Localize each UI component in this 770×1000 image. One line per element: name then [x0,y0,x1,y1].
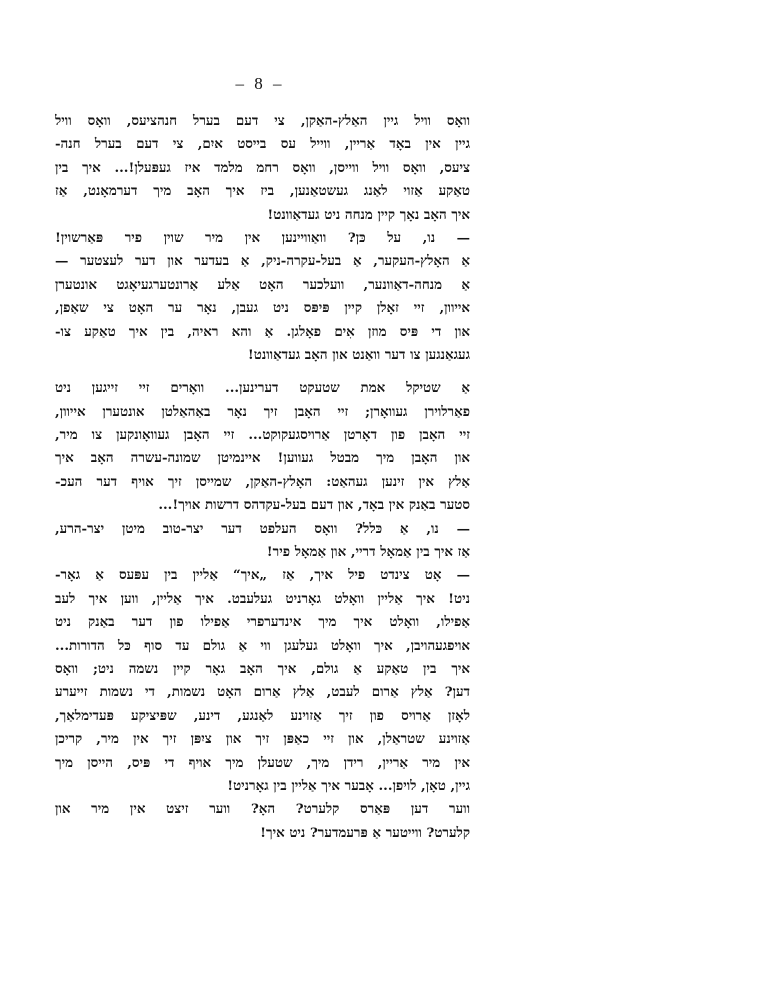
text-line: אַפילו, וואָלט איך מיך אינדערפרי אַפילו פון דער באַנק ניט [55,614,470,631]
text-line: און די פּיס מוזן אִים פאָלגן. אַ והא ראיה, בין איך טאַקע צו- [55,323,470,340]
text-line: ווער דען פּאַרס קלערט? האָ? ווער זיצט אין מיר און [55,801,470,818]
text-line: איך בין טאַקע אַ גולם, איך האָב גאָר קיין נשמה ניט; וואָס [55,660,470,677]
text-line: — נו, על כּן? וואַוויינען אין מיר שוין פיר פּאַרשוין! [55,229,470,246]
text-line: קלערט? ווייטער אַ פּרעמדער? ניט איך! [260,824,470,841]
text-line: סטער באַנק אין באָד, און דעם בעל-עקדהס דרשות אויך!... [158,497,470,514]
paragraph-1 [55,110,470,227]
text-line: אין מיר אַריין, רידן מיך, שטעלן מיך אויף די פּיס, הייסן מיך [55,754,470,771]
text-line: גיין אין באָד אַריין, ווייל עס בייסט איִם, צי דעם בערל חנה- [55,136,470,153]
paragraph-2 [55,227,470,367]
text-line: געגאַנגען צו דער וואַנט און האָב געדאַוונט! [247,346,470,363]
paragraph-3 [55,377,470,517]
text-line: גיין, טאָן, לויפן... אָבער איך אַליין בין גאָרניט! [227,777,470,794]
paragraph-4 [55,518,470,565]
text-line: ציעס, וואָס וויל ווייסן, וואָס רחמ מלמד איז געפּעלן!... איך בין [55,159,470,176]
text-line: איך האָב נאָך קיין מנחה ניט געדאַוונט! [267,206,470,223]
page-number: – 8 – [235,74,285,93]
text-line: אַז איך בין אַמאָל דריי, און אַמאָל פיר! [266,544,470,561]
text-line: — נו, אַ כּלל? וואָס העלפט דער יצר-טוב מיטן יצר-הרע, [55,520,470,537]
paragraph-5 [55,564,470,798]
text-line: אַזוינע שטראַלן, און זיי כאַפּן זיך און ציִפּן זיך אין מיר, קריכן [55,731,470,748]
paragraph-gap [55,367,470,377]
text-line: אַ שטיקל אמת שטעקט דערינען... וואָרים זיי זייגען ניט [55,380,470,397]
text-line: וואָס וויל גיין האַלץ-האַקן, צי דעם בערל חנהציעס, וואָס וויל [55,113,470,129]
text-line: אַלץ אין זינען געהאַט: האָלץ-האַקן, שמייסן זיך אויף דער העכ- [55,473,470,490]
text-line: און האָבן מיך מבטל געווען! איינמיטן שמונה-עשרה האָב איך [55,450,470,467]
text-line: פאַרלוירן געוואָרן; זיי האָבן זיך נאָר באַהאַלטן אונטערן אייוון, [55,403,470,420]
text-line: לאָזן אַרויס פון זיך אַזוינע לאַנגע, דינע, שפּיציקע פּעדימלאַך, [55,707,470,724]
text-line: אַ האָלץ-העקער, אַ בעל-עקרה-ניק, אַ בעדער און דער לעצטער — [55,253,470,270]
text-line: — אָט צינדט פיל איך, אַז „איך“ אַליין בין עפּעס אַ גאָר- [55,567,470,584]
text-line: אַ מנחה-דאַוונער, וועלכער האָט אַלע אַרונטערגעיאָגט אונטערן [55,276,470,293]
body-text [55,110,470,845]
text-line: אויפגעהויבן, איך וואָלט געלעגן ווי אַ גולם עד סוף כּל הדורות... [55,637,470,654]
text-line: אייוון, זיי זאָלן קיין פּיפּס ניט געבן, נאָר ער האָט צי שאַפן, [55,300,470,317]
text-line: ניט! איך אַליין וואָלט גאָרניט געלעבט. איך אַליין, ווען איך לעב [55,590,470,607]
text-line: טאַקע אַזוי לאַנג געשטאַנען, ביז איך האָב מיך דערמאָנט, אַז [55,183,470,200]
paragraph-6 [55,798,470,845]
text-line: זיי האָבן פון דאָרטן אַרויסגעקוקט... זיי האָבן געוואָונקען צו מיר, [55,427,470,444]
text-line: דען? אַלץ אַרום לעבט, אַלץ אַרום האָט נשמות, די נשמות זייערע [55,684,470,701]
